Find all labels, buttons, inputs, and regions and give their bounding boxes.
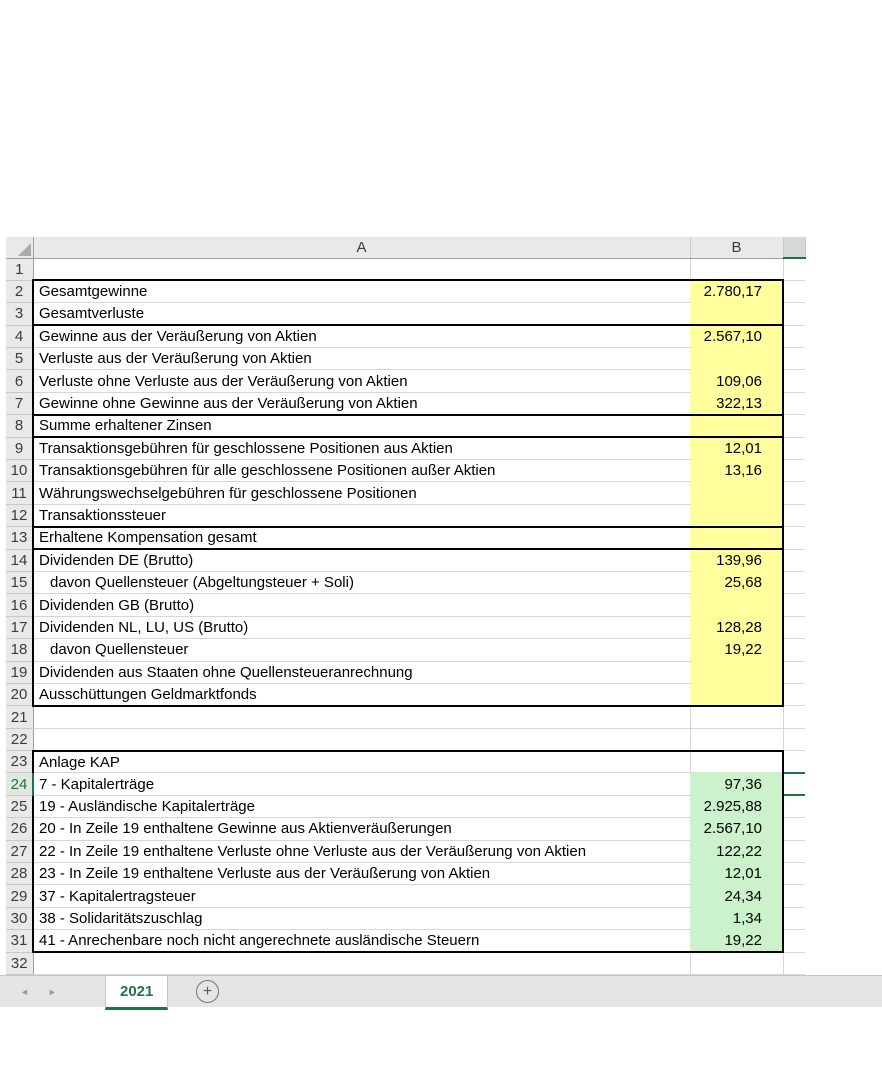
row-header-25[interactable]: 25 [6,795,33,817]
sheet-row [6,818,805,840]
sheet-row [6,661,805,683]
row-header-16[interactable]: 16 [6,594,33,616]
row-header-26[interactable]: 26 [6,818,33,840]
cell-C8[interactable] [783,415,805,437]
cell-C27[interactable] [783,840,805,862]
sheet-row [6,885,805,907]
cell-C28[interactable] [783,863,805,885]
row-header-21[interactable]: 21 [6,706,33,728]
cell-B4[interactable]: 2.567,10 [690,325,783,347]
sheet-row [6,549,805,571]
sheet-row [6,460,805,482]
sheet-row [6,370,805,392]
cell-A32[interactable] [33,952,690,974]
sheet-row [6,325,805,347]
sheet-row [6,952,805,974]
cell-A10[interactable]: Transaktionsgebühren für alle geschlossene Positionen außer Aktien [33,460,690,482]
cell-A30[interactable]: 38 - Solidaritätszuschlag [33,907,690,929]
cell-B16[interactable] [690,594,783,616]
sheet-tab-bar [0,975,882,1007]
cell-A13[interactable]: Erhaltene Kompensation gesamt [33,527,690,549]
cell-C15[interactable] [783,571,805,593]
cell-B15[interactable]: 25,68 [690,571,783,593]
sheet-row [6,437,805,459]
cell-C20[interactable] [783,683,805,705]
row-header-31[interactable]: 31 [6,930,33,952]
cell-C19[interactable] [783,661,805,683]
active-cell-C24[interactable] [783,773,805,795]
sheet-row [6,392,805,414]
cell-C22[interactable] [783,728,805,750]
cell-A3[interactable]: Gesamtverluste [33,303,690,325]
cell-B1[interactable] [690,258,783,280]
row-header-8[interactable]: 8 [6,415,33,437]
sheet-row [6,795,805,817]
column-header-c[interactable] [783,237,805,258]
sheet-row [6,504,805,526]
row-header-28[interactable]: 28 [6,863,33,885]
cell-C14[interactable] [783,549,805,571]
cell-B17[interactable]: 128,28 [690,616,783,638]
row-header-1[interactable]: 1 [6,258,33,280]
cell-B13[interactable] [690,527,783,549]
sheet-row [6,594,805,616]
row-header-17[interactable]: 17 [6,616,33,638]
cell-B28[interactable]: 12,01 [690,863,783,885]
sheet-row [6,280,805,302]
sheet-nav-arrows [20,976,57,1007]
cell-A28[interactable]: 23 - In Zeile 19 enthaltene Verluste aus der Veräußerung von Aktien [33,863,690,885]
cell-A11[interactable]: Währungswechselgebühren für geschlossene Positionen [33,482,690,504]
row-header-27[interactable]: 27 [6,840,33,862]
cell-B9[interactable]: 12,01 [690,437,783,459]
cell-B20[interactable] [690,683,783,705]
cell-B29[interactable]: 24,34 [690,885,783,907]
cell-B5[interactable] [690,348,783,370]
cell-C12[interactable] [783,504,805,526]
sheet-tab-2021[interactable]: 2021 [105,976,168,1010]
cell-C17[interactable] [783,616,805,638]
cell-A2[interactable]: Gesamtgewinne [33,280,690,302]
cell-C13[interactable] [783,527,805,549]
add-sheet-button[interactable] [196,980,219,1003]
cell-B8[interactable] [690,415,783,437]
cell-A7[interactable]: Gewinne ohne Gewinne aus der Veräußerung von Aktien [33,392,690,414]
cell-A29[interactable]: 37 - Kapitalertragsteuer [33,885,690,907]
cell-A19[interactable]: Dividenden aus Staaten ohne Quellensteueranrechnung [33,661,690,683]
cell-B11[interactable] [690,482,783,504]
row-header-2[interactable]: 2 [6,280,33,302]
sheet-nav-left-icon[interactable]: ◄ [20,986,29,997]
cell-B31[interactable]: 19,22 [690,930,783,952]
sheet-row [6,907,805,929]
cell-A24[interactable]: 7 - Kapitalerträge [33,773,690,795]
row-header-5[interactable]: 5 [6,348,33,370]
cell-C11[interactable] [783,482,805,504]
cell-B14[interactable]: 139,96 [690,549,783,571]
row-header-30[interactable]: 30 [6,907,33,929]
row-header-11[interactable]: 11 [6,482,33,504]
row-header-32[interactable]: 32 [6,952,33,974]
select-all-corner[interactable] [6,237,33,258]
cell-C23[interactable] [783,751,805,773]
cell-A12[interactable]: Transaktionssteuer [33,504,690,526]
cell-C7[interactable] [783,392,805,414]
row-header-18[interactable]: 18 [6,639,33,661]
row-header-29[interactable]: 29 [6,885,33,907]
sheet-row [6,258,805,280]
cell-A21[interactable] [33,706,690,728]
row-header-9[interactable]: 9 [6,437,33,459]
cell-B21[interactable] [690,706,783,728]
cell-A22[interactable] [33,728,690,750]
row-header-14[interactable]: 14 [6,549,33,571]
cell-B10[interactable]: 13,16 [690,460,783,482]
cell-B6[interactable]: 109,06 [690,370,783,392]
cell-B25[interactable]: 2.925,88 [690,795,783,817]
cell-A23[interactable]: Anlage KAP [33,751,690,773]
cell-B27[interactable]: 122,22 [690,840,783,862]
sheet-row [6,482,805,504]
sheet-row [6,863,805,885]
cell-C2[interactable] [783,280,805,302]
cell-A25[interactable]: 19 - Ausländische Kapitalerträge [33,795,690,817]
cell-B30[interactable]: 1,34 [690,907,783,929]
cell-B2[interactable]: 2.780,17 [690,280,783,302]
spreadsheet-grid [6,237,806,975]
cell-C3[interactable] [783,303,805,325]
row-header-15[interactable]: 15 [6,571,33,593]
plus-icon: + [202,982,213,1000]
cell-B22[interactable] [690,728,783,750]
cell-A1[interactable] [33,258,690,280]
cell-C31[interactable] [783,930,805,952]
cell-B12[interactable] [690,504,783,526]
row-header-19[interactable]: 19 [6,661,33,683]
cell-A6[interactable]: Verluste ohne Verluste aus der Veräußerung von Aktien [33,370,690,392]
cell-C29[interactable] [783,885,805,907]
cell-A4[interactable]: Gewinne aus der Veräußerung von Aktien [33,325,690,347]
cell-A15[interactable]: davon Quellensteuer (Abgeltungsteuer + Soli) [33,571,690,593]
cell-B18[interactable]: 19,22 [690,639,783,661]
cell-A18[interactable]: davon Quellensteuer [33,639,690,661]
row-header-20[interactable]: 20 [6,683,33,705]
cell-B7[interactable]: 322,13 [690,392,783,414]
sheet-row [6,840,805,862]
sheet-row [6,930,805,952]
cell-A31[interactable]: 41 - Anrechenbare noch nicht angerechnete ausländische Steuern [33,930,690,952]
select-all-icon [18,243,31,256]
row-header-13[interactable]: 13 [6,527,33,549]
sheet-row [6,706,805,728]
cell-A9[interactable]: Transaktionsgebühren für geschlossene Positionen aus Aktien [33,437,690,459]
cell-C21[interactable] [783,706,805,728]
sheet-row [6,303,805,325]
cell-A27[interactable]: 22 - In Zeile 19 enthaltene Verluste ohne Verluste aus der Veräußerung von Aktien [33,840,690,862]
cell-C6[interactable] [783,370,805,392]
cell-C30[interactable] [783,907,805,929]
row-header-12[interactable]: 12 [6,504,33,526]
cell-A26[interactable]: 20 - In Zeile 19 enthaltene Gewinne aus Aktienveräußerungen [33,818,690,840]
row-header-10[interactable]: 10 [6,460,33,482]
row-header-7[interactable]: 7 [6,392,33,414]
sheet-row [6,639,805,661]
cell-C25[interactable] [783,795,805,817]
cell-A8[interactable]: Summe erhaltener Zinsen [33,415,690,437]
sheet-row [6,683,805,705]
cell-B24[interactable]: 97,36 [690,773,783,795]
cell-A14[interactable]: Dividenden DE (Brutto) [33,549,690,571]
cell-A16[interactable]: Dividenden GB (Brutto) [33,594,690,616]
cell-C1[interactable] [783,258,805,280]
cell-C4[interactable] [783,325,805,347]
sheet-row [6,773,805,795]
row-header-22[interactable]: 22 [6,728,33,750]
cell-C5[interactable] [783,348,805,370]
cell-B32[interactable] [690,952,783,974]
column-header-row [6,237,805,258]
row-header-4[interactable]: 4 [6,325,33,347]
cell-C26[interactable] [783,818,805,840]
row-header-23[interactable]: 23 [6,751,33,773]
cell-C10[interactable] [783,460,805,482]
column-header-a[interactable]: A [33,237,690,258]
sheet-row [6,728,805,750]
sheet-row [6,571,805,593]
cell-C9[interactable] [783,437,805,459]
sheet-row [6,527,805,549]
cell-B23[interactable] [690,751,783,773]
cell-B19[interactable] [690,661,783,683]
cell-B26[interactable]: 2.567,10 [690,818,783,840]
cell-A5[interactable]: Verluste aus der Veräußerung von Aktien [33,348,690,370]
sheet-row [6,616,805,638]
cell-A20[interactable]: Ausschüttungen Geldmarktfonds [33,683,690,705]
sheet-row [6,751,805,773]
cell-C16[interactable] [783,594,805,616]
row-header-3[interactable]: 3 [6,303,33,325]
sheet-row [6,348,805,370]
cell-C32[interactable] [783,952,805,974]
cell-C18[interactable] [783,639,805,661]
row-header-6[interactable]: 6 [6,370,33,392]
cell-B3[interactable] [690,303,783,325]
sheet-row [6,415,805,437]
cell-A17[interactable]: Dividenden NL, LU, US (Brutto) [33,616,690,638]
sheet-nav-right-icon[interactable]: ► [47,986,57,997]
row-header-24[interactable]: 24 [6,773,33,795]
column-header-b[interactable]: B [690,237,783,258]
